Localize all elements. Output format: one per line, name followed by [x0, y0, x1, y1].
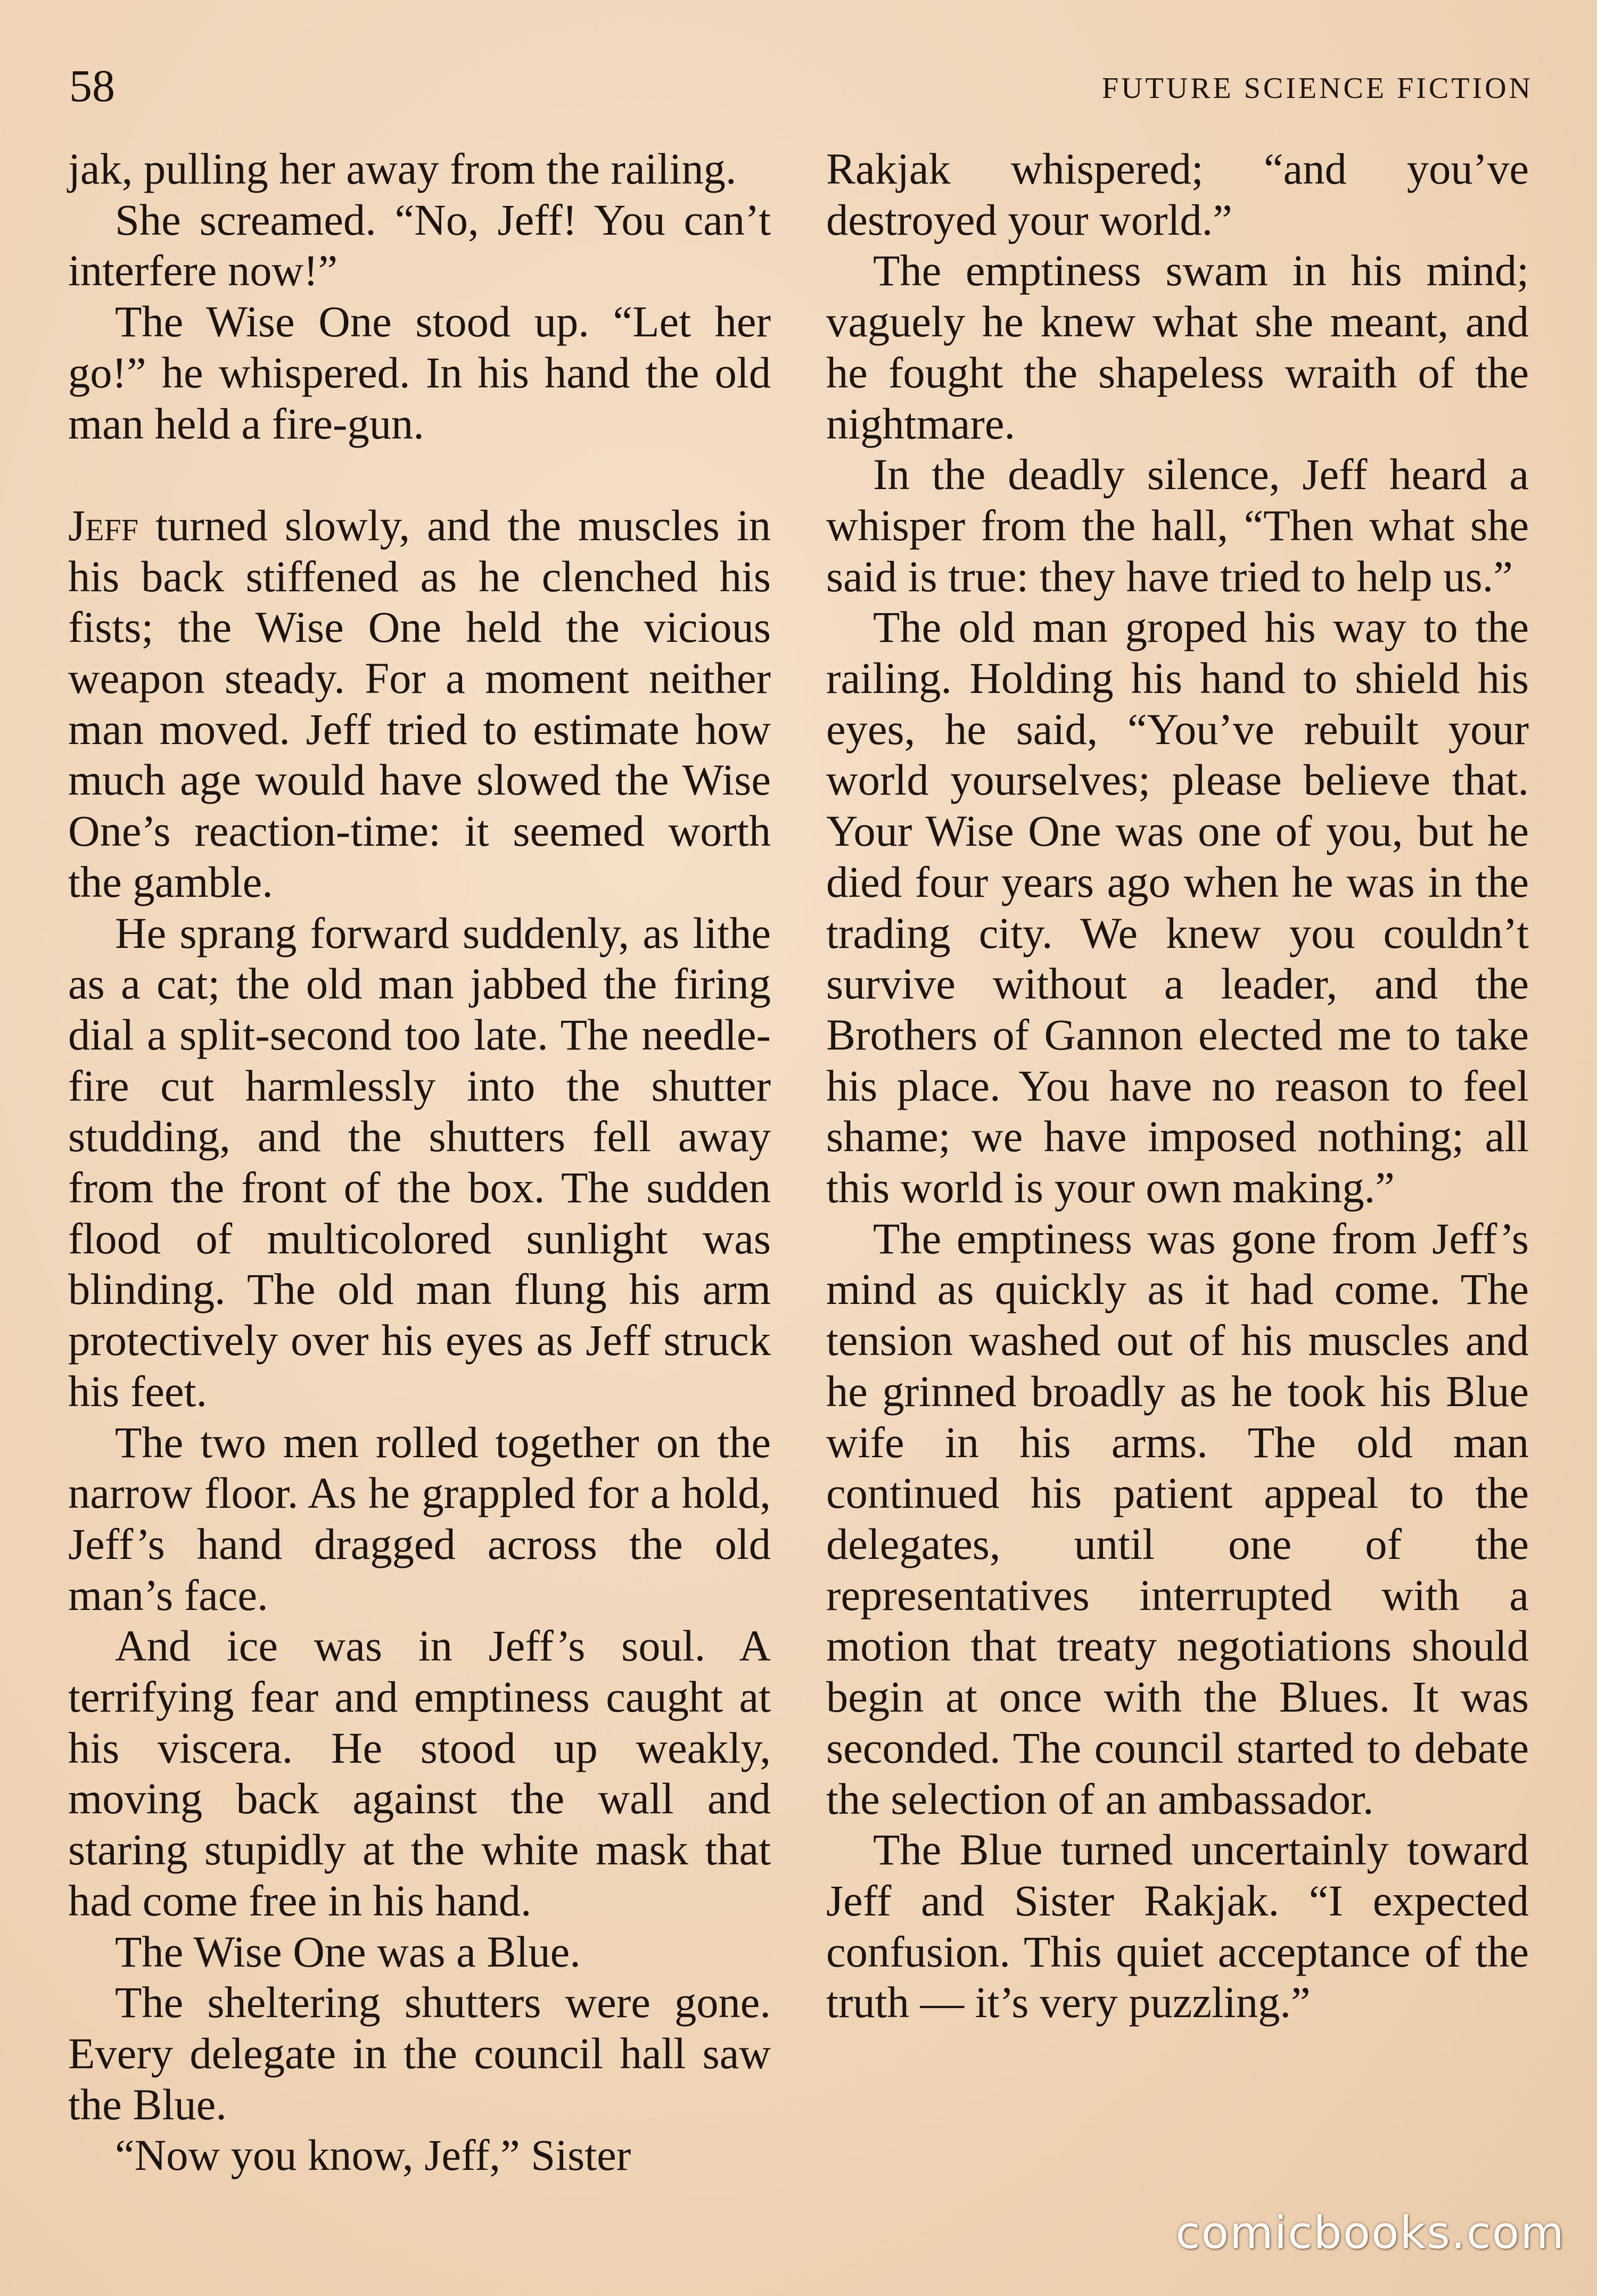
page-number: 58 [69, 60, 115, 111]
paragraph: The old man groped his way to the railing. Holding his hand to shield his eyes, he said, “You’ve rebuilt your world yourselves; please believe that. Your Wise One was one of you, but he died four years ago when he was in the trading city. We knew you couldn’t survive without a leader, and the Brothers of Gannon elected me to take his place. You have no reason to feel shame; we have imposed nothing; all this world is your own making.” [826, 602, 1529, 1212]
paragraph: “Now you know, Jeff,” Sister [115, 2130, 631, 2180]
paragraph: She screamed. “No, Jeff! You can’t interfere now!” [68, 195, 771, 295]
paragraph: And ice was in Jeff’s soul. A terrifying fear and emptiness caught at his viscera. He stood up weakly, moving back against the wall and staring stupidly at the white mask that had come free in his hand. [68, 1621, 771, 1925]
paragraph-text: turned slowly, and the muscles in his back stiffened as he clenched his fists; the Wise One held the vicious weapon steady. For a moment neither man moved. Jeff tried to estimate how much age would have slowed the Wise One’s reaction-time: it seemed worth the gamble. [68, 500, 771, 906]
right-column [826, 144, 1529, 2028]
paragraph: jak, pulling her away from the railing. [68, 144, 737, 193]
left-column [68, 144, 771, 2181]
paragraph: The two men rolled together on the narrow floor. As he grappled for a hold, Jeff’s hand dragged across the old man’s face. [68, 1417, 771, 1620]
section-lead-word: Jeff [68, 500, 139, 550]
section-paragraph [68, 500, 771, 908]
paragraph: He sprang forward suddenly, as lithe as a cat; the old man jabbed the firing dial a split-second too late. The needle-fire cut harmlessly into the shutter studding, and the shutters fell away from the front of the box. The sudden flood of multicolored sunlight was blinding. The old man flung his arm protectively over his eyes as Jeff struck his feet. [68, 908, 771, 1416]
paragraph: Rakjak whispered; “and you’ve destroyed your world.” [826, 144, 1529, 244]
paragraph: The Blue turned uncertainly toward Jeff and Sister Rakjak. “I expected confusion. This quiet acceptance of the truth — it’s very puzzling.” [826, 1825, 1529, 2027]
paragraph: The Wise One stood up. “Let her go!” he whispered. In his hand the old man held a fire-gun. [68, 297, 771, 448]
watermark: comicbooks.com [1175, 2207, 1565, 2259]
paragraph: The emptiness was gone from Jeff’s mind as quickly as it had come. The tension washed out of his muscles and he grinned broadly as he took his Blue wife in his arms. The old man continued his patient appeal to the delegates, until one of the representatives interrupted with a motion that treaty negotiations should begin at once with the Blues. It was seconded. The council started to debate the selection of an ambassador. [826, 1213, 1529, 1823]
running-head: FUTURE SCIENCE FICTION [1101, 72, 1533, 105]
paragraph: The Wise One was a Blue. [115, 1927, 581, 1976]
paragraph: The sheltering shutters were gone. Every delegate in the council hall saw the Blue. [68, 1978, 771, 2129]
paragraph: In the deadly silence, Jeff heard a whisper from the hall, “Then what she said is true: they have tried to help us.” [826, 450, 1529, 601]
paragraph: The emptiness swam in his mind; vaguely he knew what she meant, and he fought the shapeless wraith of the nightmare. [826, 246, 1529, 448]
